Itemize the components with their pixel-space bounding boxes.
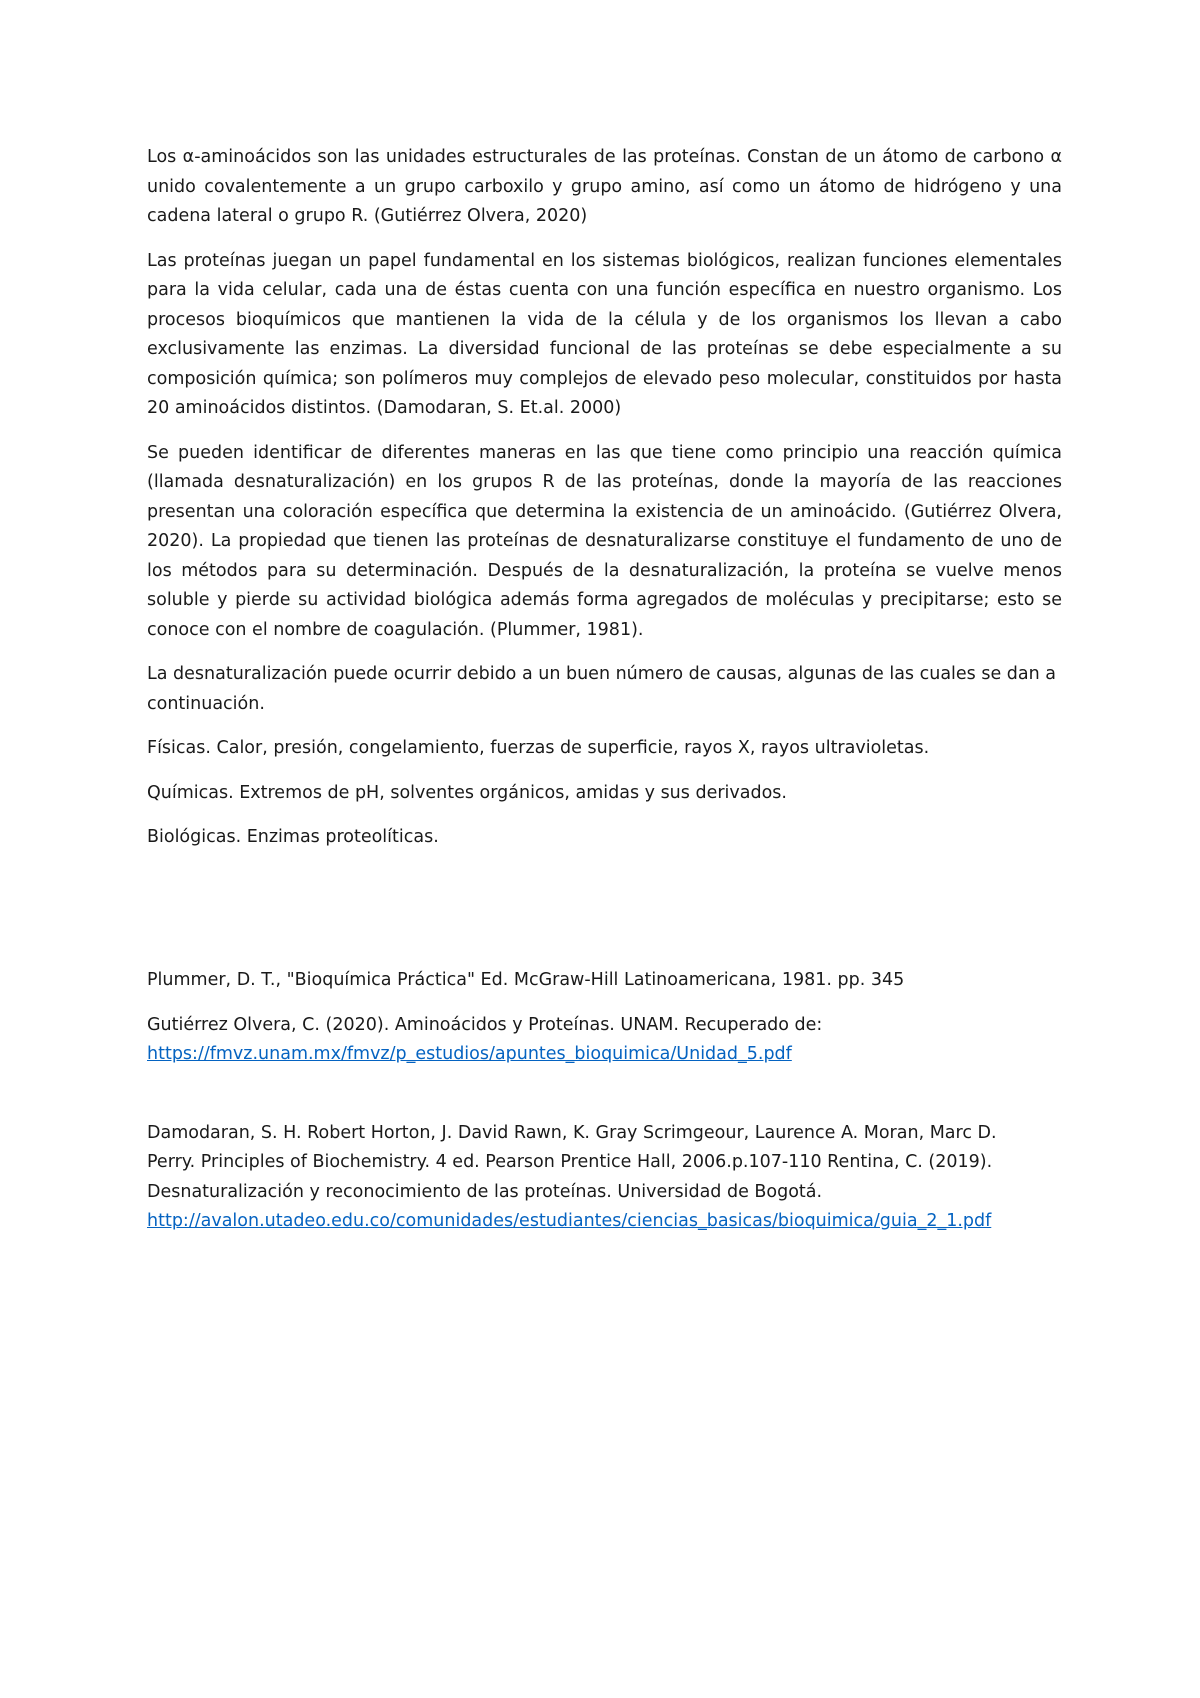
paragraph-chemical-causes: Químicas. Extremos de pH, solventes orgánicos, amidas y sus derivados. (147, 782, 787, 803)
reference-damodaran-line-1: Damodaran, S. H. Robert Horton, J. David Rawn, K. Gray Scrimgeour, Laurence A. Moran, Marc D. (147, 1122, 997, 1143)
reference-damodaran (147, 1119, 1062, 1237)
paragraph-denaturation-method: Se pueden identificar de diferentes maneras en las que tiene como principio una reacción química (llamada desnaturalización) en los grupos R de las proteínas, donde la mayoría de las reacciones presentan una coloración específica que determina la existencia de un aminoácido. (Gutiérrez Olvera, 2020). La propiedad que tienen las proteínas de desnaturalizarse constituye el fundamento de uno de los métodos para su determinación. Después de la desnaturalización, la proteína se vuelve menos soluble y pierde su actividad biológica además forma agregados de moléculas y precipitarse; esto se conoce con el nombre de coagulación. (Plummer, 1981). (147, 442, 1062, 640)
reference-gutierrez (147, 1011, 1062, 1070)
reference-damodaran-link[interactable]: http://avalon.utadeo.edu.co/comunidades/estudiantes/ciencias_basicas/bioquimica/guia_2_1.pdf (147, 1211, 992, 1231)
paragraph-denaturation-causes: La desnaturalización puede ocurrir debido a un buen número de causas, algunas de las cuales se dan a continuación. (147, 664, 1057, 714)
reference-plummer: Plummer, D. T., "Bioquímica Práctica" Ed. McGraw-Hill Latinoamericana, 1981. pp. 345 (147, 970, 905, 990)
references-section (147, 966, 1062, 1252)
paragraph-aminoacids: Los α-aminoácidos son las unidades estructurales de las proteínas. Constan de un átomo de carbono α unido covalentemente a un grupo carboxilo y grupo amino, así como un átomo de hidrógeno y una cadena lateral o grupo R. (Gutiérrez Olvera, 2020) (147, 147, 1062, 226)
paragraph-physical-causes: Físicas. Calor, presión, congelamiento, fuerzas de superficie, rayos X, rayos ultravioletas. (147, 738, 930, 758)
reference-gutierrez-link[interactable]: https://fmvz.unam.mx/fmvz/p_estudios/apuntes_bioquimica/Unidad_5.pdf (147, 1044, 792, 1064)
reference-gutierrez-text: Gutiérrez Olvera, C. (2020). Aminoácidos y Proteínas. UNAM. Recuperado de: (147, 1014, 823, 1035)
reference-damodaran-line-3: Desnaturalización y reconocimiento de las proteínas. Universidad de Bogotá. (147, 1181, 823, 1202)
paragraph-protein-function: Las proteínas juegan un papel fundamental en los sistemas biológicos, realizan funciones elementales para la vida celular, cada una de éstas cuenta con una función específica en nuestro organismo. Los procesos bioquímicos que mantienen la vida de la célula y de los organismos los llevan a cabo exclusivamente las enzimas. La diversidad funcional de las proteínas se debe especialmente a su composición química; son polímeros muy complejos de elevado peso molecular, constituidos por hasta 20 aminoácidos distintos. (Damodaran, S. Et.al. 2000) (147, 250, 1062, 418)
reference-damodaran-line-2: Perry. Principles of Biochemistry. 4 ed. Pearson Prentice Hall, 2006.p.107-110 Rentina, C. (2019). (147, 1152, 993, 1172)
paragraph-biological-causes: Biológicas. Enzimas proteolíticas. (147, 827, 439, 847)
document-body (147, 143, 1062, 868)
